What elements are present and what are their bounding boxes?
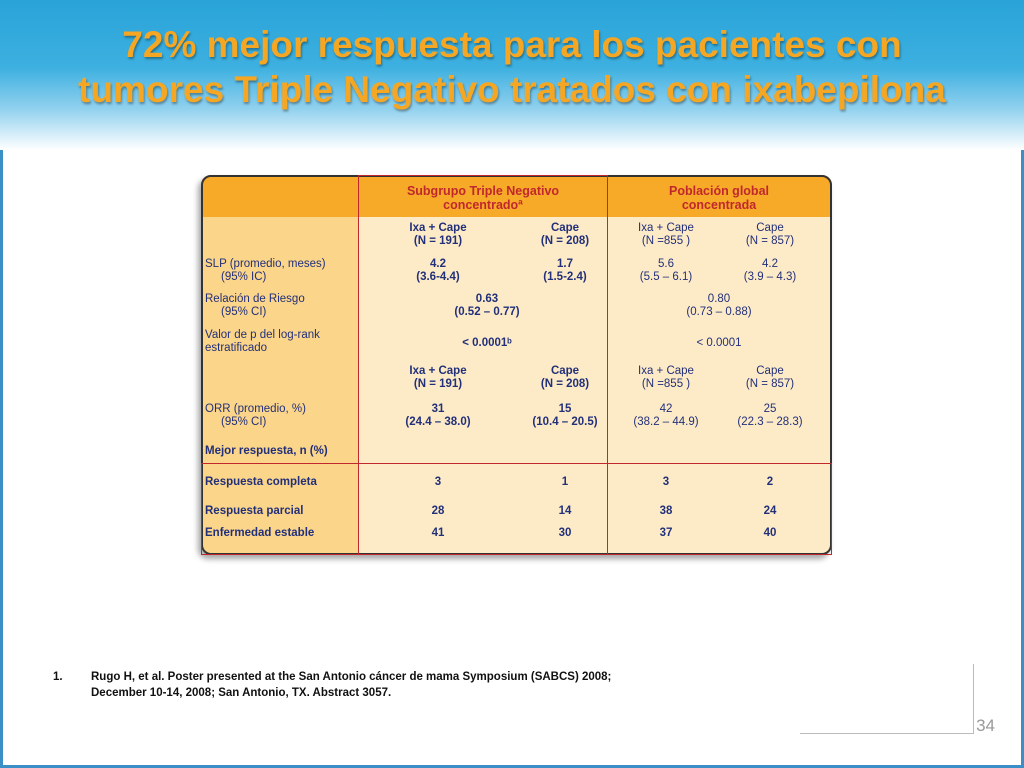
arm-n: (N = 191) bbox=[413, 235, 463, 247]
row-label: SLP (promedio, meses) bbox=[205, 258, 326, 270]
arm-header-gl-cape bbox=[710, 222, 830, 248]
ci: (0.73 – 0.88) bbox=[686, 306, 752, 318]
stable-tn-ixa: 41 bbox=[431, 527, 445, 539]
title-line-1: 72% mejor respuesta para los pacientes con bbox=[122, 24, 902, 65]
orr-row-label bbox=[205, 403, 355, 429]
arm-label: Cape bbox=[756, 365, 784, 377]
global-header-line1: Población global bbox=[668, 184, 769, 198]
value: 15 bbox=[558, 403, 572, 415]
arm-label: Ixa + Cape bbox=[638, 365, 694, 377]
value: 4.2 bbox=[430, 258, 446, 270]
hr-tn bbox=[378, 293, 596, 319]
title-banner bbox=[0, 0, 1024, 150]
arm-n: (N = 208) bbox=[540, 235, 590, 247]
slide-title bbox=[0, 22, 1024, 112]
arm-n: (N = 857) bbox=[745, 378, 795, 390]
arm-label: Ixa + Cape bbox=[409, 365, 467, 377]
global-population-header bbox=[608, 184, 830, 212]
footnote-line-1: Rugo H, et al. Poster presented at the San Antonio cáncer de mama Symposium (SABCS) 2008; bbox=[91, 671, 612, 683]
ci: (3.6-4.4) bbox=[416, 271, 460, 283]
tn-header-line1: Subgrupo Triple Negativo bbox=[406, 184, 560, 198]
value: 5.6 bbox=[658, 258, 674, 270]
arm-header-gl-cape-2 bbox=[710, 365, 830, 391]
slp-row-label bbox=[205, 258, 355, 284]
complete-tn-cape: 1 bbox=[561, 476, 569, 488]
value: 25 bbox=[763, 403, 777, 415]
label-column-bg bbox=[201, 175, 358, 555]
response-label-partial: Respuesta parcial bbox=[205, 505, 304, 517]
arm-label: Cape bbox=[756, 222, 784, 234]
ci: (24.4 – 38.0) bbox=[405, 416, 471, 428]
arm-label: Ixa + Cape bbox=[409, 222, 467, 234]
partial-tn-ixa: 28 bbox=[431, 505, 445, 517]
hr-gl bbox=[608, 293, 830, 319]
global-header-line2: concentrada bbox=[681, 198, 757, 212]
footnote-number: 1. bbox=[53, 671, 63, 683]
ci: (0.52 – 0.77) bbox=[454, 306, 520, 318]
pval-row-label bbox=[205, 329, 355, 355]
arm-n: (N = 191) bbox=[413, 378, 463, 390]
partial-gl-ixa: 38 bbox=[659, 505, 673, 517]
stable-tn-cape: 30 bbox=[558, 527, 572, 539]
value: 0.63 bbox=[475, 293, 499, 305]
stable-gl-cape: 40 bbox=[763, 527, 777, 539]
value: 0.80 bbox=[707, 293, 731, 305]
pval-tn: < 0.0001ᵇ bbox=[462, 337, 512, 349]
slp-gl-ixa bbox=[606, 258, 726, 284]
ci: (3.9 – 4.3) bbox=[743, 271, 797, 283]
row-sublabel: (95% CI) bbox=[221, 306, 267, 318]
pval-gl: < 0.0001 bbox=[696, 337, 742, 349]
best-response-label: Mejor respuesta, n (%) bbox=[205, 445, 328, 457]
tn-subgroup-header bbox=[358, 184, 608, 212]
arm-n: (N =855 ) bbox=[641, 235, 691, 247]
complete-gl-ixa: 3 bbox=[662, 476, 670, 488]
response-label-complete: Respuesta completa bbox=[205, 476, 317, 488]
page-number: 34 bbox=[976, 716, 995, 735]
value: 4.2 bbox=[762, 258, 778, 270]
arm-header-gl-ixa bbox=[606, 222, 726, 248]
arm-label: Cape bbox=[550, 365, 580, 377]
orr-gl-ixa bbox=[606, 403, 726, 429]
ci: (22.3 – 28.3) bbox=[737, 416, 803, 428]
complete-gl-cape: 2 bbox=[766, 476, 774, 488]
hr-row-label bbox=[205, 293, 355, 319]
ci: (10.4 – 20.5) bbox=[532, 416, 598, 428]
row-label: ORR (promedio, %) bbox=[205, 403, 306, 415]
orr-gl-cape bbox=[710, 403, 830, 429]
row-sublabel: estratificado bbox=[205, 342, 268, 354]
footnote-text bbox=[91, 669, 731, 701]
arm-label: Cape bbox=[550, 222, 580, 234]
footnote-line-2: December 10-14, 2008; San Antonio, TX. Abstract 3057. bbox=[91, 687, 392, 699]
arm-label: Ixa + Cape bbox=[638, 222, 694, 234]
partial-tn-cape: 14 bbox=[558, 505, 572, 517]
arm-header-gl-ixa-2 bbox=[606, 365, 726, 391]
response-label-stable: Enfermedad estable bbox=[205, 527, 315, 539]
page-number-frame bbox=[800, 664, 974, 734]
title-line-2: tumores Triple Negativo tratados con ixabepilona bbox=[78, 69, 946, 110]
value: 31 bbox=[431, 403, 445, 415]
arm-n: (N =855 ) bbox=[641, 378, 691, 390]
ci: (38.2 – 44.9) bbox=[633, 416, 699, 428]
arm-n: (N = 208) bbox=[540, 378, 590, 390]
partial-gl-cape: 24 bbox=[763, 505, 777, 517]
arm-header-tn-ixa-2 bbox=[378, 365, 498, 391]
complete-tn-ixa: 3 bbox=[434, 476, 442, 488]
stable-gl-ixa: 37 bbox=[659, 527, 673, 539]
value: 42 bbox=[659, 403, 673, 415]
row-sublabel: (95% CI) bbox=[221, 416, 267, 428]
ci: (5.5 – 6.1) bbox=[639, 271, 693, 283]
value: 1.7 bbox=[557, 258, 573, 270]
slp-gl-cape bbox=[710, 258, 830, 284]
slp-tn-ixa bbox=[378, 258, 498, 284]
arm-n: (N = 857) bbox=[745, 235, 795, 247]
row-label: Relación de Riesgo bbox=[205, 293, 305, 305]
ci: (1.5-2.4) bbox=[543, 271, 587, 283]
arm-header-tn-ixa bbox=[378, 222, 498, 248]
row-sublabel: (95% IC) bbox=[221, 271, 267, 283]
tn-header-line2: concentradoª bbox=[443, 198, 523, 212]
orr-tn-ixa bbox=[378, 403, 498, 429]
row-label: Valor de p del log-rank bbox=[205, 329, 320, 341]
